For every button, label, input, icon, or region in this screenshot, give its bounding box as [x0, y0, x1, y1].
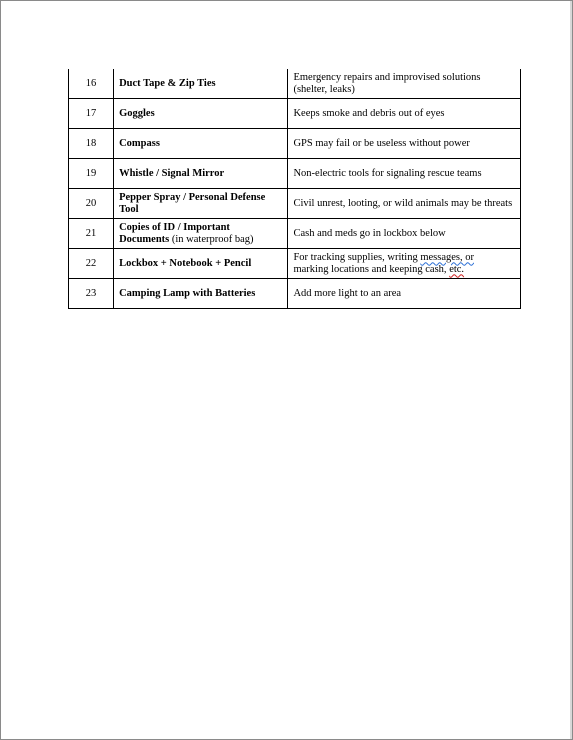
reason-text: For tracking supplies, writing — [293, 251, 418, 263]
item-number: 17 — [69, 99, 114, 129]
item-name: Duct Tape & Zip Ties — [114, 69, 288, 99]
item-name: Pepper Spray / Personal Defense Tool — [114, 189, 288, 219]
item-name: Goggles — [114, 99, 288, 129]
table-row — [69, 189, 521, 219]
item-name: Compass — [114, 129, 288, 159]
table-row — [69, 99, 521, 129]
item-name-text: Copies of ID / Important Documents — [119, 221, 230, 245]
item-reason: Civil unrest, looting, or wild animals may be threats — [288, 189, 521, 219]
item-reason: GPS may fail or be useless without power — [288, 129, 521, 159]
item-number: 18 — [69, 129, 114, 159]
item-name: Lockbox + Notebook + Pencil — [114, 249, 288, 279]
reason-text: marking locations and keeping cash, — [293, 263, 447, 275]
item-number: 16 — [69, 69, 114, 99]
item-number: 22 — [69, 249, 114, 279]
table-row — [69, 219, 521, 249]
item-number: 20 — [69, 189, 114, 219]
item-number: 21 — [69, 219, 114, 249]
item-name: Whistle / Signal Mirror — [114, 159, 288, 189]
table-row — [69, 249, 521, 279]
item-name — [114, 219, 288, 249]
item-reason — [288, 249, 521, 279]
table-row — [69, 69, 521, 99]
item-name-note: (in waterproof bag) — [171, 233, 254, 245]
item-reason: Keeps smoke and debris out of eyes — [288, 99, 521, 129]
item-reason: Add more light to an area — [288, 279, 521, 309]
supplies-table — [68, 69, 521, 309]
item-reason: Cash and meds go in lockbox below — [288, 219, 521, 249]
table-row — [69, 159, 521, 189]
item-number: 23 — [69, 279, 114, 309]
table-row — [69, 279, 521, 309]
table-row — [69, 129, 521, 159]
item-reason: Non-electric tools for signaling rescue teams — [288, 159, 521, 189]
grammar-flagged-text[interactable]: messages, or — [420, 251, 474, 263]
spelling-flagged-text[interactable]: etc. — [449, 263, 465, 275]
item-name: Camping Lamp with Batteries — [114, 279, 288, 309]
item-number: 19 — [69, 159, 114, 189]
item-reason: Emergency repairs and improvised solutions (shelter, leaks) — [288, 69, 521, 99]
